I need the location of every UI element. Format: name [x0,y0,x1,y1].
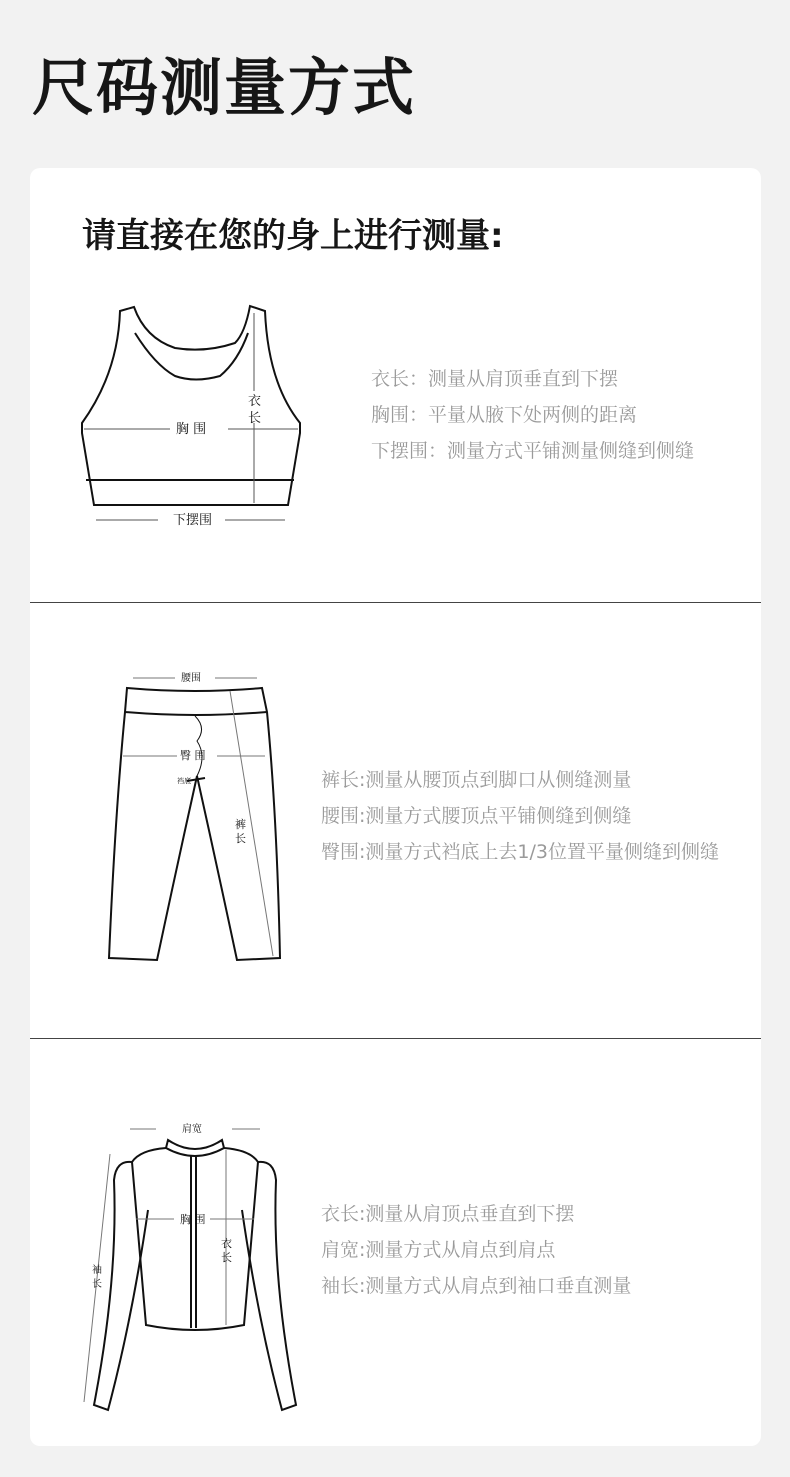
card-subtitle: 请直接在您的身上进行测量: [82,216,504,256]
leggings-crotch-label: 裆底 [177,777,191,785]
jacket-notes [321,1196,631,1304]
bra-hem-label: 下摆围 [173,513,213,528]
jacket-note-shoulder: 肩宽:测量方式从肩点到肩点 [321,1239,556,1261]
bra-outline [82,306,300,505]
jacket-collar [166,1140,224,1156]
leggings-waistband [125,712,267,715]
jacket-sleeve-label-2: 长 [92,1279,102,1290]
bra-notes [371,361,694,469]
jacket-left-sleeve [94,1162,148,1410]
leggings-seat-curve [195,716,202,776]
bra-chest-label: 胸 围 [176,422,207,437]
leggings-notes [321,762,719,870]
jacket-note-sleeve: 袖长:测量方式从肩点到袖口垂直测量 [321,1275,632,1297]
leggings-waist-label: 腰围 [181,673,201,684]
section-divider-2 [30,1038,761,1039]
bra-note-hem: 下摆围：测量方式平铺测量侧缝到侧缝 [371,440,695,462]
leggings-note-waist: 腰围:测量方式腰顶点平铺侧缝到侧缝 [321,805,632,827]
measurement-card [30,168,761,1446]
page-title: 尺码测量方式 [32,51,417,124]
bra-length-label-2: 长 [248,411,262,426]
bra-note-chest: 胸围：平量从腋下处两侧的距离 [371,404,638,426]
sleeve-length-line [84,1154,110,1402]
jacket-diagram [80,1120,305,1420]
leggings-note-length: 裤长:测量从腰顶点到脚口从侧缝测量 [321,769,632,791]
jacket-sleeve-label-1: 袖 [92,1265,102,1276]
leggings-note-hip: 臀围:测量方式裆底上去1/3位置平量侧缝到侧缝 [321,841,719,863]
section-divider-1 [30,602,761,603]
jacket-length-label-2: 长 [221,1251,232,1264]
jacket-note-length: 衣长:测量从肩顶点垂直到下摆 [321,1203,575,1225]
sports-bra-diagram [80,303,310,533]
bra-length-label-1: 衣 [248,394,262,409]
jacket-length-label-1: 衣 [221,1237,232,1250]
bra-racerback [135,333,248,380]
jacket-shoulder-label: 肩宽 [182,1124,202,1135]
bra-note-length: 衣长：测量从肩顶垂直到下摆 [371,368,619,390]
leggings-hip-label: 臀 围 [180,749,206,762]
leggings-length-label-1: 裤 [235,818,246,831]
jacket-chest-label: 胸 围 [180,1213,206,1226]
leggings-length-label-2: 长 [235,832,246,845]
leggings-outline [109,688,280,960]
leggings-diagram [105,666,290,966]
jacket-right-sleeve [242,1162,296,1410]
